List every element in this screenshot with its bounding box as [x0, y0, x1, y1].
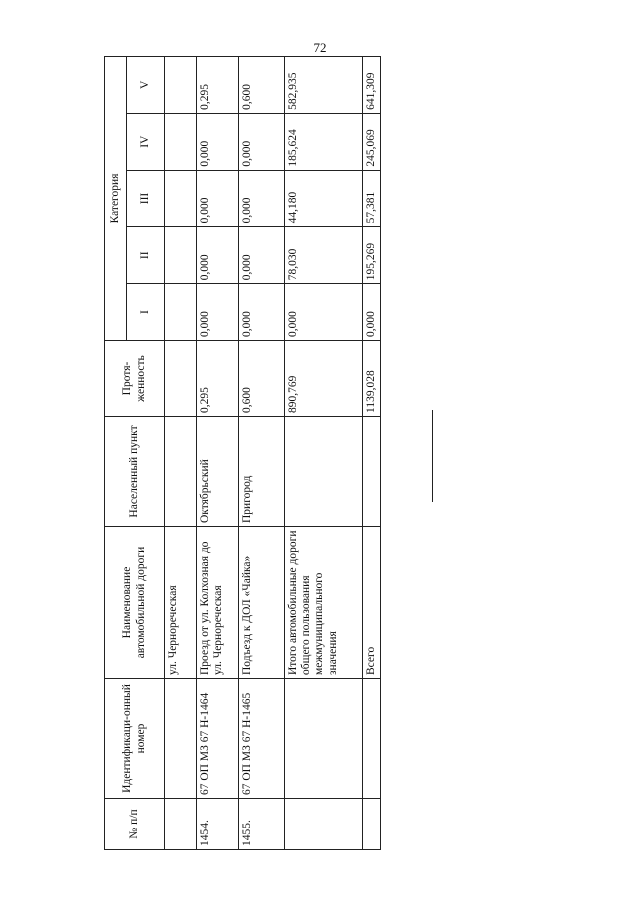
cell-cat-ii: 0,000	[239, 227, 285, 284]
cell-length: 890,769	[285, 341, 363, 417]
cell-cat-i	[165, 284, 197, 341]
cell-cat-ii	[165, 227, 197, 284]
cell-cat-v: 582,935	[285, 56, 363, 113]
table-row	[165, 56, 197, 849]
table-row	[239, 56, 285, 849]
table-row	[363, 56, 381, 849]
header-cat-iv: IV	[127, 113, 165, 170]
cell-id: 67 ОП МЗ 67 Н-1464	[197, 679, 239, 799]
header-cat-ii: II	[127, 227, 165, 284]
cell-cat-iv: 0,000	[197, 113, 239, 170]
cell-cat-iii	[165, 170, 197, 227]
cell-name: ул. Чернореческая	[165, 527, 197, 679]
cell-num	[165, 799, 197, 850]
cell-cat-i: 0,000	[239, 284, 285, 341]
table-row	[197, 56, 239, 849]
cell-cat-ii: 195,269	[363, 227, 381, 284]
cell-cat-i: 0,000	[363, 284, 381, 341]
rotated-table-container	[104, 57, 378, 850]
cell-name: Итого автомобильные дороги общего пользования межмуниципального значения	[285, 527, 363, 679]
cell-length: 0,295	[197, 341, 239, 417]
cell-cat-iv	[165, 113, 197, 170]
cell-cat-ii: 78,030	[285, 227, 363, 284]
header-settlement: Населенный пункт	[105, 417, 165, 527]
cell-length: 0,600	[239, 341, 285, 417]
header-cat-v: V	[127, 56, 165, 113]
header-length: Протя-женность	[105, 341, 165, 417]
cell-num	[285, 799, 363, 850]
cell-cat-v: 641,309	[363, 56, 381, 113]
header-category: Категория	[105, 56, 127, 340]
cell-cat-i: 0,000	[197, 284, 239, 341]
divider-line	[432, 410, 433, 502]
cell-cat-ii: 0,000	[197, 227, 239, 284]
header-cat-i: I	[127, 284, 165, 341]
header-name: Наименование автомобильной дороги	[105, 527, 165, 679]
header-num: № п/п	[105, 799, 165, 850]
cell-num	[363, 799, 381, 850]
cell-name: Проезд от ул. Колхозная до ул. Чернореческая	[197, 527, 239, 679]
cell-name: Всего	[363, 527, 381, 679]
cell-id	[363, 679, 381, 799]
cell-cat-iii: 0,000	[197, 170, 239, 227]
cell-cat-v: 0,295	[197, 56, 239, 113]
cell-settlement	[363, 417, 381, 527]
cell-settlement	[165, 417, 197, 527]
cell-cat-v: 0,600	[239, 56, 285, 113]
cell-length: 1139,028	[363, 341, 381, 417]
cell-length	[165, 341, 197, 417]
cell-cat-v	[165, 56, 197, 113]
cell-id	[285, 679, 363, 799]
cell-id: 67 ОП МЗ 67 Н-1465	[239, 679, 285, 799]
cell-cat-iv: 0,000	[239, 113, 285, 170]
cell-name: Подъезд к ДОЛ «Чайка»	[239, 527, 285, 679]
cell-cat-iii: 0,000	[239, 170, 285, 227]
cell-cat-iii: 57,381	[363, 170, 381, 227]
roads-table	[104, 56, 381, 850]
table-row	[285, 56, 363, 849]
cell-cat-iv: 245,069	[363, 113, 381, 170]
header-id: Идентификаци-онный номер	[105, 679, 165, 799]
cell-settlement: Пригород	[239, 417, 285, 527]
cell-cat-iii: 44,180	[285, 170, 363, 227]
page-number: 72	[313, 40, 327, 55]
cell-num: 1454.	[197, 799, 239, 850]
header-cat-iii: III	[127, 170, 165, 227]
cell-num: 1455.	[239, 799, 285, 850]
cell-settlement	[285, 417, 363, 527]
cell-cat-i: 0,000	[285, 284, 363, 341]
cell-id	[165, 679, 197, 799]
cell-cat-iv: 185,624	[285, 113, 363, 170]
cell-settlement: Октябрьский	[197, 417, 239, 527]
